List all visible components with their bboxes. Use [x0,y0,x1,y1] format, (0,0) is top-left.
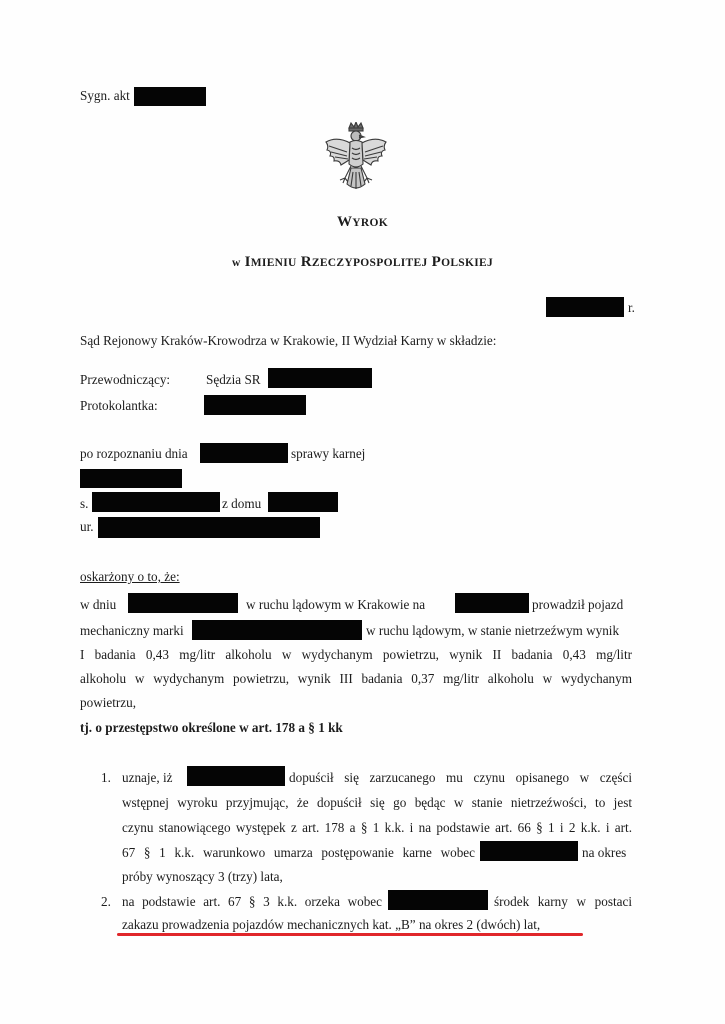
hearing-prefix: po rozpoznaniu dnia [80,446,188,461]
charge-line3: I badania 0,43 mg/litr alkoholu w wydychanym powietrzu, wynik II badania 0,43 mg/litr [80,647,632,662]
redacted-mother-maiden-name [268,492,338,512]
charge-line2-a: mechaniczny marki [80,623,184,638]
redacted-clerk-name [204,395,306,415]
verdict-item1-line3: czynu stanowiącego występek z art. 178 a § 1 k.k. i na podstawie art. 66 § 1 i 2 k.k. i art. [122,820,632,835]
verdict-item2-line2: zakazu prowadzenia pojazdów mechanicznych kat. „B” na okres 2 (dwóch) lat, [122,917,541,932]
verdict-item1-number: 1. [101,770,111,785]
charge-qualification: tj. o przestępstwo określone w art. 178 a § 1 kk [80,720,343,735]
chair-value: Sędzia SR [206,372,261,387]
verdict-item1-line1-b: dopuścił się zarzucanego mu czynu opisanego w części [289,770,632,785]
title-initial: W [336,214,353,230]
subtitle-polskiej: OLSKIEJ [441,257,494,269]
redacted-street [455,593,529,613]
redacted-defendant-name-4 [388,890,488,910]
charge-line5: powietrzu, [80,695,137,710]
charge-line1-a: w dniu [80,597,117,612]
subtitle-rzeczypospolitej: ZECZYPOSPOLITEJ [311,257,428,269]
redacted-hearing-date [200,443,288,463]
subtitle-initial-p: P [431,254,442,270]
charge-line1-b: w ruchu lądowym w Krakowie na [246,597,426,612]
redacted-offence-date [128,593,238,613]
redacted-case-number [134,87,206,106]
highlight-underline [117,933,583,936]
hearing-suffix: sprawy karnej [291,446,366,461]
charge-line4: alkoholu w wydychanym powietrzu, wynik III badania 0,37 mg/litr alkoholu w wydychanym [80,671,632,686]
charge-heading: oskarżony o to, że: [80,569,180,584]
document-title [0,214,725,231]
redacted-birth-data [98,517,320,538]
subtitle-initial-r: R [300,254,312,270]
verdict-item2-line1-a: na podstawie art. 67 § 3 k.k. orzeka wobec [122,894,382,909]
subtitle-w: w [231,257,241,269]
document-subtitle [0,254,725,271]
charge-line2-b: w ruchu lądowym, w stanie nietrzeźwym wynik [366,623,620,638]
verdict-item1-line2: wstępnej wyroku przyjmując, że dopuścił się go będąc w stanie nietrzeźwości, to jest [122,795,632,810]
redacted-defendant-name-2 [187,766,285,786]
charge-line1-c: prowadził pojazd [532,597,624,612]
court-line: Sąd Rejonowy Kraków-Krowodrza w Krakowie, II Wydział Karny w składzie: [80,333,497,348]
redacted-date [546,297,624,317]
verdict-item2-number: 2. [101,894,111,909]
verdict-item1-line4-a: 67 § 1 k.k. warunkowo umarza postępowanie karne wobec [122,845,475,860]
redacted-father-name [92,492,220,512]
born-label: ur. [80,519,94,534]
subtitle-imieniu: MIENIU [250,257,297,269]
redacted-judge-name [268,368,372,388]
clerk-label: Protokolantka: [80,398,158,413]
title-rest: YROK [352,217,388,229]
verdict-item1-line4-b: na okres [582,845,627,860]
son-of-label: s. [80,496,89,511]
subtitle-initial-i: I [244,254,251,270]
verdict-item1-line1-a: uznaje, iż [122,770,173,785]
date-suffix: r. [628,300,635,315]
verdict-item2-line1-b: środek karny w postaci [494,894,632,909]
case-number-label: Sygn. akt [80,88,130,103]
polish-eagle-emblem-icon [323,122,389,198]
redacted-defendant-name-3 [480,841,578,861]
maiden-name-label: z domu [222,496,262,511]
chair-label: Przewodniczący: [80,372,171,387]
redacted-defendant-name [80,469,182,488]
verdict-item1-line5: próby wynoszący 3 (trzy) lata, [122,869,283,884]
redacted-vehicle [192,620,362,640]
